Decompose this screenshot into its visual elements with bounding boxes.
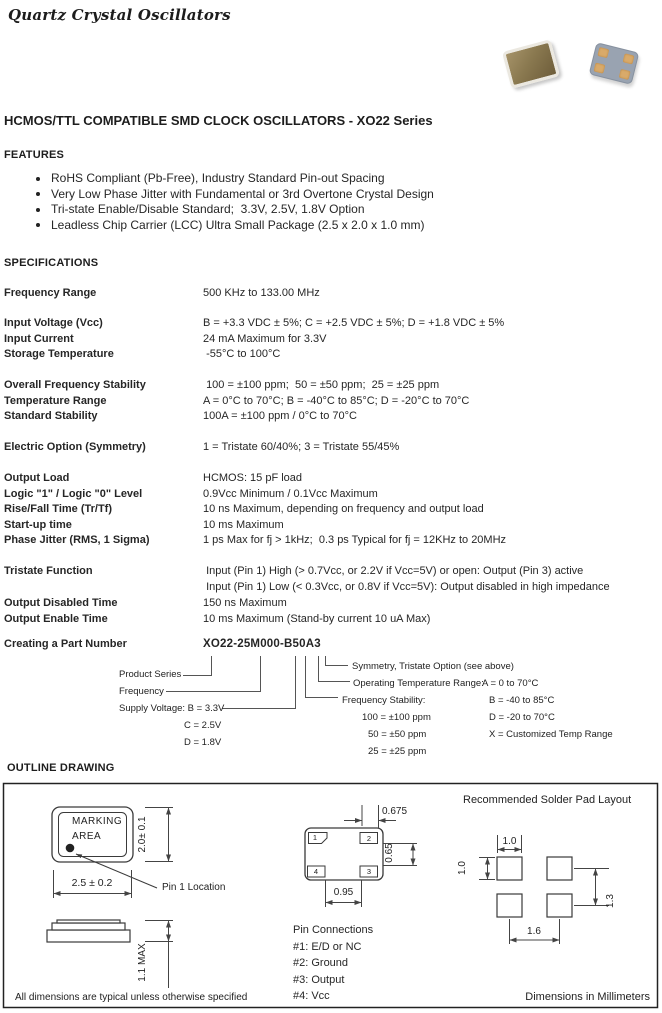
- part-number-row: [4, 638, 662, 650]
- brand-title: Quartz Crystal Oscillators: [8, 6, 231, 24]
- outline-note-left: All dimensions are typical unless otherwise specified: [15, 992, 248, 1003]
- spec-group: [4, 471, 662, 549]
- dim-solder-vpitch-label: 1.3: [605, 894, 616, 908]
- spec-value: Input (Pin 1) High (> 0.7Vcc, or 2.2V if Vcc=5V) or open: Output (Pin 3) active: [203, 565, 584, 577]
- dim-pad-height-label: 0.65: [384, 843, 395, 863]
- spec-row: [4, 347, 662, 363]
- pad-number-4: 4: [313, 867, 319, 876]
- spec-label: Overall Frequency Stability: [4, 379, 146, 391]
- pn-frequency-label: Frequency: [119, 686, 164, 697]
- spec-values: [203, 595, 662, 611]
- bullet-icon: [36, 208, 40, 212]
- spec-row: [4, 502, 662, 518]
- spec-values: [203, 487, 662, 503]
- spec-values: [203, 611, 662, 627]
- feature-item: [36, 218, 434, 234]
- spec-group: [4, 563, 662, 627]
- spec-values: [203, 518, 662, 534]
- pn-op-temp-x-label: X = Customized Temp Range: [489, 729, 613, 740]
- spec-label: Standard Stability: [4, 410, 98, 423]
- spec-label: Start-up time: [4, 518, 72, 531]
- dim-solder-pad-height-1-0: [479, 858, 495, 880]
- spec-label: Electric Option (Symmetry): [4, 441, 146, 453]
- marking-area-line2: AREA: [72, 831, 102, 842]
- part-number-label: Creating a Part Number: [4, 638, 127, 650]
- chip-gold-pad: [597, 47, 609, 58]
- feature-text: Tri-state Enable/Disable Standard; 3.3V, 2.5V, 1.8V Option: [51, 202, 365, 216]
- spec-row: [4, 518, 662, 534]
- feature-text: Leadless Chip Carrier (LCC) Ultra Small Package (2.5 x 2.0 x 1.0 mm): [51, 217, 425, 232]
- spec-group: [4, 316, 662, 363]
- dim-solder-width-label: 1.0: [502, 836, 517, 847]
- spec-row: [4, 286, 662, 302]
- spec-label: Input Voltage (Vcc): [4, 317, 103, 329]
- spec-label: Input Current: [4, 332, 74, 345]
- features-heading: FEATURES: [4, 149, 65, 161]
- spec-label: Phase Jitter (RMS, 1 Sigma): [4, 534, 150, 547]
- spec-label: Storage Temperature: [4, 348, 114, 361]
- spec-value: 1 = Tristate 60/40%; 3 = Tristate 55/45%: [203, 441, 400, 453]
- pin-connections-heading: Pin Connections: [293, 924, 374, 936]
- spec-value: 100A = ±100 ppm / 0°C to 70°C: [203, 410, 357, 423]
- bullet-icon: [36, 223, 40, 227]
- spec-value: HCMOS: 15 pF load: [203, 472, 303, 484]
- dim-height-label: 2.0± 0.1: [137, 816, 148, 853]
- pn-product-series-label: Product Series: [119, 669, 182, 680]
- dim-solder-hpitch-label: 1.6: [527, 926, 541, 937]
- spec-row: [4, 394, 662, 410]
- spec-value: 24 mA Maximum for 3.3V: [203, 332, 327, 345]
- spec-value: 10 ns Maximum, depending on frequency and output load: [203, 503, 484, 516]
- spec-value: 150 ns Maximum: [203, 597, 287, 609]
- pn-symmetry-label: Symmetry, Tristate Option (see above): [352, 661, 514, 672]
- spec-values: [203, 347, 662, 363]
- spec-values: [203, 440, 662, 456]
- specifications-heading: SPECIFICATIONS: [4, 257, 99, 269]
- dim-thickness-label: 1.1 MAX: [137, 943, 148, 982]
- spec-row: [4, 332, 662, 348]
- dim-pad-edge-label: 0.675: [382, 806, 408, 817]
- pin-connection-item: #4: Vcc: [293, 990, 330, 1003]
- spec-value: 0.9Vcc Minimum / 0.1Vcc Maximum: [203, 487, 378, 500]
- bullet-icon: [36, 177, 40, 181]
- pn-fs-100-label: 100 = ±100 ppm: [362, 712, 431, 723]
- pn-supply-d-label: D = 1.8V: [184, 737, 222, 748]
- spec-label: Tristate Function: [4, 565, 93, 577]
- spec-row: [4, 316, 662, 332]
- pn-op-temp-label: Operating Temperature Range:: [353, 678, 484, 689]
- spec-group: [4, 440, 662, 456]
- spec-label: Rise/Fall Time (Tr/Tf): [4, 503, 112, 516]
- spec-values: [203, 286, 662, 302]
- pad-number-2: 2: [366, 833, 372, 843]
- part-number-value: XO22-25M000-B50A3: [203, 638, 321, 650]
- spec-values: [203, 533, 662, 549]
- spec-row: [4, 378, 662, 394]
- pin1-location-label: Pin 1 Location: [162, 882, 226, 893]
- spec-values: [203, 563, 662, 595]
- spec-row: [4, 409, 662, 425]
- dim-pad-gap-label: 0.95: [333, 887, 354, 898]
- chip-gold-pad: [594, 63, 606, 74]
- spec-value: 10 ms Maximum: [203, 518, 284, 531]
- pn-op-temp-d-label: D = -20 to 70°C: [489, 712, 555, 723]
- spec-row: [4, 595, 662, 611]
- pn-supply-voltage-label: Supply Voltage: B = 3.3V: [119, 703, 225, 714]
- feature-text: Very Low Phase Jitter with Fundamental or 3rd Overtone Crystal Design: [51, 186, 434, 201]
- pn-fs-50-label: 50 = ±50 ppm: [368, 729, 427, 740]
- marking-area-line1: MARKING: [72, 816, 123, 827]
- feature-text: RoHS Compliant (Pb-Free), Industry Standard Pin-out Spacing: [51, 171, 385, 185]
- spec-label: Frequency Range: [4, 287, 97, 299]
- pn-op-temp-a-label: A = 0 to 70°C: [482, 678, 539, 689]
- pin-connection-item: #3: Output: [293, 973, 345, 986]
- spec-row: [4, 533, 662, 549]
- spec-row: [4, 440, 662, 456]
- spec-label: Output Disabled Time: [4, 597, 118, 609]
- spec-label: Output Load: [4, 472, 70, 484]
- outline-note-right: Dimensions in Millimeters: [525, 991, 650, 1003]
- pn-freq-stability-label: Frequency Stability:: [342, 695, 426, 706]
- spec-value: 10 ms Maximum (Stand-by current 10 uA Max): [203, 613, 431, 625]
- pad-number-3: 3: [366, 867, 372, 876]
- spec-row: [4, 611, 662, 627]
- pin-connection-item: #1: E/D or NC: [293, 940, 362, 953]
- spec-row: [4, 487, 662, 503]
- pin1-dot: [66, 844, 75, 853]
- spec-row: [4, 471, 662, 487]
- dim-solder-vpitch-1-3: [574, 869, 609, 906]
- spec-value: A = 0°C to 70°C; B = -40°C to 85°C; D = -20°C to 70°C: [203, 394, 470, 407]
- outline-heading: OUTLINE DRAWING: [7, 762, 115, 774]
- spec-label: Logic "1" / Logic "0" Level: [4, 487, 143, 500]
- chip-gold-pad: [623, 53, 635, 64]
- pn-op-temp-b-label: B = -40 to 85°C: [489, 695, 555, 706]
- package-side-view-drawing: [47, 920, 130, 942]
- spec-value: Input (Pin 1) Low (< 0.3Vcc, or 0.8V if Vcc=5V): Output disabled in high impedance: [203, 581, 610, 593]
- spec-value: 500 KHz to 133.00 MHz: [203, 287, 320, 299]
- dim-solder-height-label: 1.0: [457, 861, 468, 875]
- feature-item: [36, 187, 434, 203]
- features-list: [36, 171, 434, 233]
- spec-values: [203, 502, 662, 518]
- solder-pad-layout-heading: Recommended Solder Pad Layout: [463, 794, 632, 806]
- spec-group: [4, 378, 662, 425]
- feature-item: [36, 171, 434, 187]
- spec-values: [203, 316, 662, 332]
- spec-row: [4, 563, 662, 595]
- bullet-icon: [36, 192, 40, 196]
- part-number-connector-lines: [166, 656, 350, 709]
- spec-values: [203, 471, 662, 487]
- spec-label: Output Enable Time: [4, 613, 108, 625]
- spec-values: [203, 332, 662, 348]
- pin-connections-block: [293, 922, 373, 1005]
- spec-value: -55°C to 100°C: [203, 348, 281, 361]
- spec-values: [203, 378, 662, 394]
- chip-gold-pad: [619, 69, 631, 80]
- pin-connection-item: #2: Ground: [293, 957, 349, 970]
- page-title: HCMOS/TTL COMPATIBLE SMD CLOCK OSCILLATORS - XO22 Series: [4, 113, 433, 128]
- pn-fs-25-label: 25 = ±25 ppm: [368, 746, 427, 757]
- spec-values: [203, 409, 662, 425]
- spec-value: B = +3.3 VDC ± 5%; C = +2.5 VDC ± 5%; D = +1.8 VDC ± 5%: [203, 317, 505, 329]
- spec-value: 100 = ±100 ppm; 50 = ±50 ppm; 25 = ±25 ppm: [203, 379, 440, 391]
- spec-group: [4, 286, 662, 302]
- spec-value: 1 ps Max for fj > 1kHz; 0.3 ps Typical for fj = 12KHz to 20MHz: [203, 534, 507, 547]
- dim-width-label: 2.5 ± 0.2: [71, 877, 113, 889]
- pn-supply-c-label: C = 2.5V: [184, 720, 222, 731]
- pad-number-1: 1: [312, 833, 318, 842]
- spec-values: [203, 394, 662, 410]
- spec-label: Temperature Range: [4, 394, 107, 407]
- solder-pad-layout-drawing: [497, 857, 572, 917]
- feature-item: [36, 202, 434, 218]
